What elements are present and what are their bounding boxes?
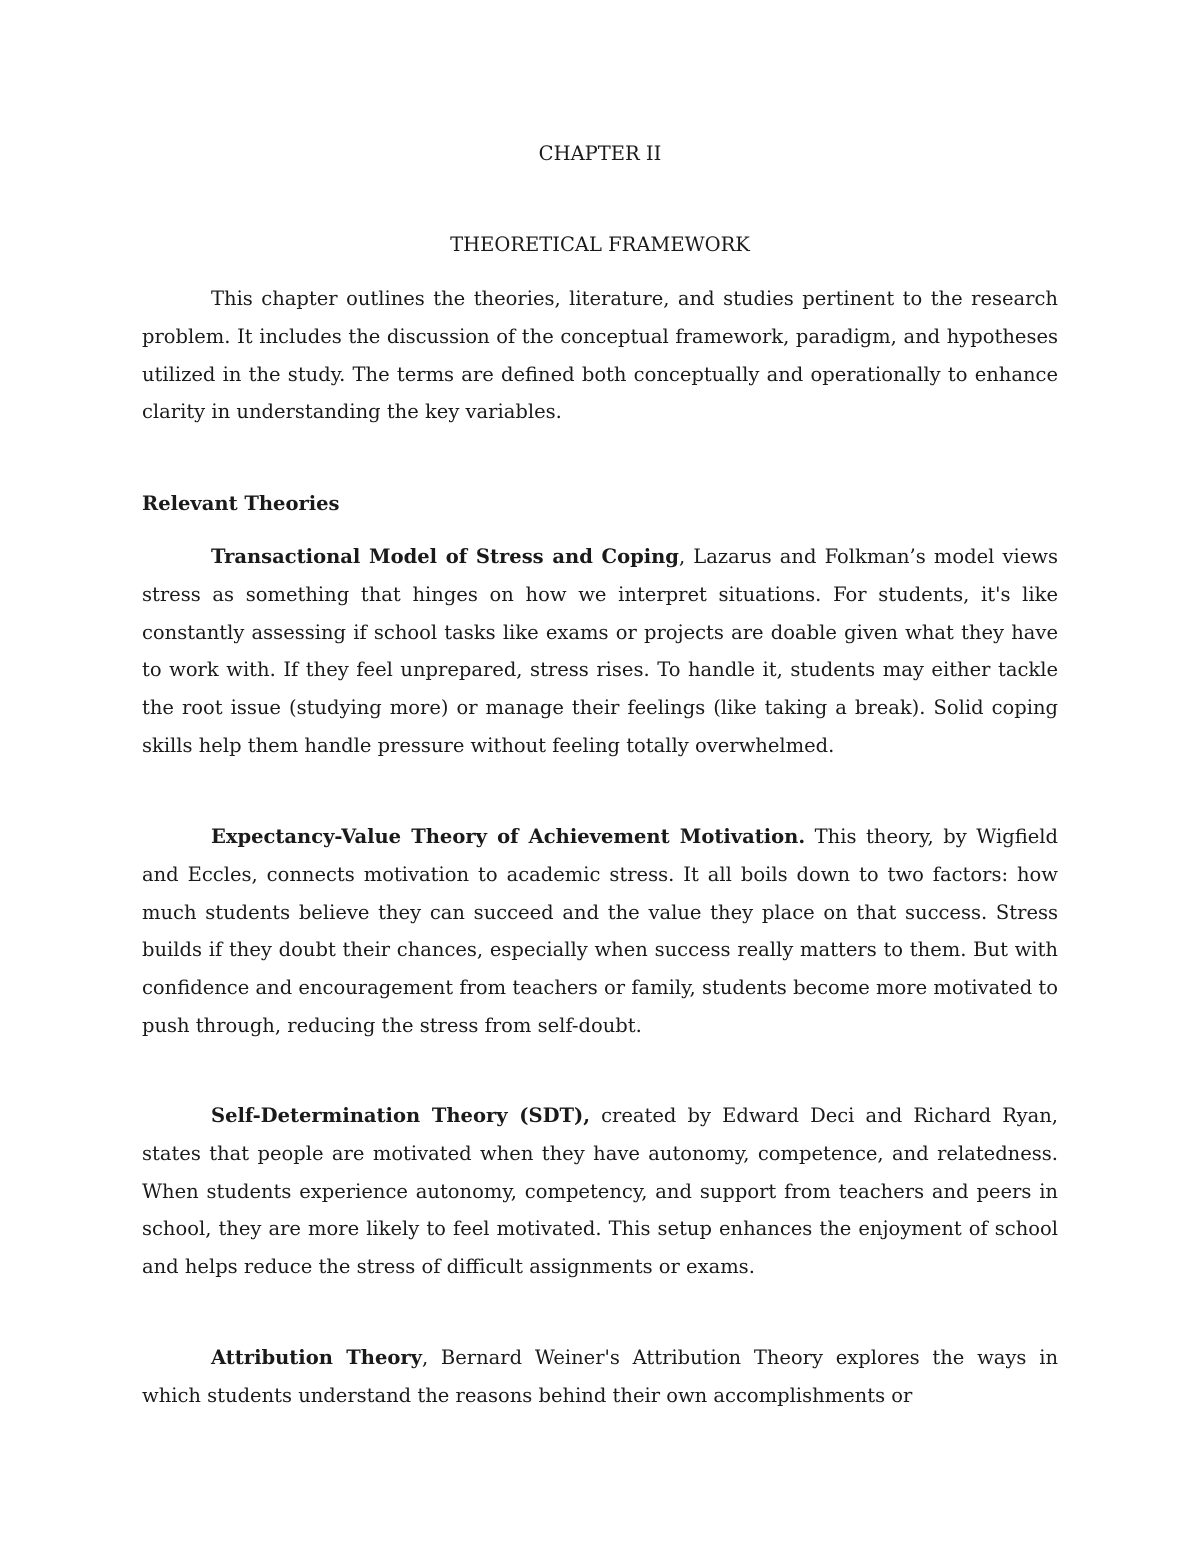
theory-paragraph-transactional	[142, 538, 1058, 765]
intro-paragraph: This chapter outlines the theories, literature, and studies pertinent to the research problem. It includes the discussion of the conceptual framework, paradigm, and hypotheses utilized in the study. The terms are defined both conceptually and operationally to enhance clarity in understanding the key variables.	[142, 287, 1058, 424]
theory-term: Attribution Theory	[211, 1346, 422, 1369]
chapter-title: THEORETICAL FRAMEWORK	[450, 233, 750, 256]
section-heading: Relevant Theories	[142, 492, 340, 515]
chapter-label: CHAPTER II	[538, 142, 662, 165]
theory-text: , Lazarus and Folkman’s model views stress as something that hinges on how we interpret situations. For students, it's like constantly assessing if school tasks like exams or projects are doable given what they have to work with. If they feel unprepared, stress rises. To handle it, students may either tackle the root issue (studying more) or manage their feelings (like taking a break). Solid coping skills help them handle pressure without feeling totally overwhelmed.	[142, 545, 1058, 757]
theory-paragraph-expectancy-value	[142, 818, 1058, 1045]
theory-paragraph-self-determination	[142, 1097, 1058, 1286]
theory-term: Transactional Model of Stress and Coping	[211, 545, 679, 568]
theory-term: Expectancy-Value Theory of Achievement Motivation.	[211, 825, 806, 848]
theory-text: , Bernard Weiner's Attribution Theory explores the ways in which students understand the reasons behind their own accomplishments or	[142, 1346, 1058, 1407]
theory-paragraph-attribution	[142, 1339, 1058, 1415]
theory-text: This theory, by Wigfield and Eccles, connects motivation to academic stress. It all boils down to two factors: how much students believe they can succeed and the value they place on that success. Stress builds if they doubt their chances, especially when success really matters to them. But with confidence and encouragement from teachers or family, students become more motivated to push through, reducing the stress from self-doubt.	[142, 825, 1058, 1037]
theory-term: Self-Determination Theory (SDT),	[211, 1104, 591, 1127]
theory-text: created by Edward Deci and Richard Ryan, states that people are motivated when they have autonomy, competence, and relatedness. When students experience autonomy, competency, and support from teachers and peers in school, they are more likely to feel motivated. This setup enhances the enjoyment of school and helps reduce the stress of difficult assignments or exams.	[142, 1104, 1059, 1279]
